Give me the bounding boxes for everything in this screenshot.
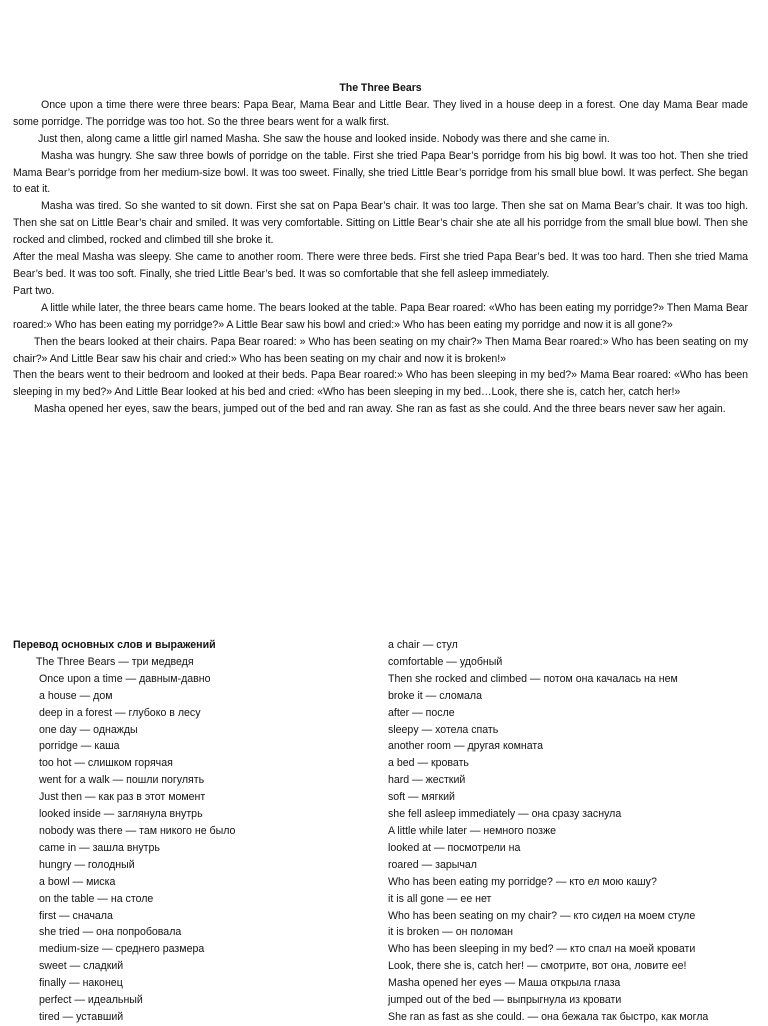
vocabulary-item: one day — однажды xyxy=(39,723,138,736)
vocabulary-item: She ran as fast as she could. — она бежала так быстро, как могла xyxy=(388,1010,709,1023)
vocabulary-list-left xyxy=(13,654,373,1026)
vocabulary-item: The Three Bears — три медведя xyxy=(36,655,194,668)
vocabulary-item: too hot — слишком горячая xyxy=(39,757,173,770)
vocabulary-column-right xyxy=(388,637,758,1026)
vocabulary-item: after — после xyxy=(388,706,455,719)
vocabulary-item: she tried — она попробовала xyxy=(39,926,182,939)
vocabulary-item: another room — другая комната xyxy=(388,740,544,753)
story-paragraph: Once upon a time there were three bears: Papa Bear, Mama Bear and Little Bear. They lived in a house deep in a forest. One day Mama Bear made some porridge. The porridge was too hot. So the three bears went for a walk first. xyxy=(13,98,748,128)
vocabulary-item: Then she rocked and climbed — потом она качалась на нем xyxy=(388,672,678,685)
vocabulary-item: sweet — сладкий xyxy=(39,960,124,973)
story-paragraph: Part two. xyxy=(13,284,55,297)
vocabulary-item: perfect — идеальный xyxy=(39,994,143,1007)
vocabulary-item: soft — мягкий xyxy=(388,791,455,804)
story-paragraph: Just then, along came a little girl named Masha. She saw the house and looked inside. Nobody was there and she came in. xyxy=(38,132,610,145)
vocabulary-item: it is broken — он поломан xyxy=(388,926,514,939)
vocabulary-list-right xyxy=(388,637,758,1026)
story-paragraph: Masha was tired. So she wanted to sit down. First she sat on Papa Bear’s chair. It was too large. Then she sat on Mama Bear’s chair. It was too high. Then she sat on Little Bear’s chair and smiled. It was very comfortable. Sitting on Little Bear’s chair she ate all his porridge from the small blue bowl. Then she rocked and climbed, rocked and climbed till she broke it. xyxy=(13,200,748,247)
vocabulary-item: looked at — посмотрели на xyxy=(388,841,521,854)
vocabulary-item: looked inside — заглянула внутрь xyxy=(39,808,203,821)
story-paragraph: After the meal Masha was sleepy. She came to another room. There were three beds. First she tried Papa Bear’s bed. It was too hard. Then she tried Mama Bear’s bed. It was too soft. Finally, she tried Little Bear’s bed. It was so comfortable that she fell asleep immediately. xyxy=(13,251,748,280)
vocabulary-item: hungry — голодный xyxy=(39,858,135,871)
vocabulary-column-left xyxy=(13,637,373,1026)
vocabulary-item: Once upon a time — давным-давно xyxy=(39,672,211,685)
story-paragraph: Then the bears looked at their chairs. Papa Bear roared: » Who has been seating on my chair?» Then Mama Bear roared:» Who has been seating on my chair?» And Little Bear saw his chair and cried:» Who has been seating on my chair and now it is broken!» xyxy=(13,335,748,365)
vocabulary-item: Who has been eating my porridge? — кто ел мою кашу? xyxy=(388,875,657,888)
vocabulary-item: Look, there she is, catch her! — смотрите, вот она, ловите ее! xyxy=(388,960,687,973)
vocabulary-item: a bowl — миска xyxy=(39,875,116,888)
vocabulary-item: finally — наконец xyxy=(39,977,123,990)
vocabulary-item: nobody was there — там никого не было xyxy=(39,824,236,837)
vocabulary-item: porridge — каша xyxy=(39,740,120,753)
vocabulary-item: deep in a forest — глубоко в лесу xyxy=(39,706,201,719)
vocabulary-item: comfortable — удобный xyxy=(388,655,503,668)
story-title: The Three Bears xyxy=(339,82,422,94)
vocabulary-item: a chair — стул xyxy=(388,639,458,651)
vocabulary-item: Who has been sleeping in my bed? — кто спал на моей кровати xyxy=(388,943,696,956)
story-paragraph: A little while later, the three bears came home. The bears looked at the table. Papa Bear roared: «Who has been eating my porridge?» Then Mama Bear roared:» Who has been eating my porridge?» A Little Bear saw his bowl and cried:» Who has been eating my porridge and now it is all gone?» xyxy=(13,301,748,331)
vocabulary-item: A little while later — немного позже xyxy=(388,824,556,837)
vocabulary-item: a bed — кровать xyxy=(388,757,469,770)
vocabulary-item: went for a walk — пошли погулять xyxy=(39,774,205,787)
vocabulary-item: Masha opened her eyes — Маша открыла глаза xyxy=(388,977,621,990)
vocabulary-item: on the table — на столе xyxy=(39,892,154,905)
story-paragraphs xyxy=(13,97,748,418)
vocabulary-item: sleepy — хотела спать xyxy=(388,723,499,736)
vocabulary-item: hard — жесткий xyxy=(388,774,466,787)
vocabulary-item: she fell asleep immediately — она сразу заснула xyxy=(388,808,622,821)
vocabulary-heading: Перевод основных слов и выражений xyxy=(13,639,216,651)
story-paragraph: Masha opened her eyes, saw the bears, jumped out of the bed and ran away. She ran as fast as she could. And the three bears never saw her again. xyxy=(34,403,726,416)
vocabulary-item: jumped out of the bed — выпрыгнула из кровати xyxy=(388,994,622,1007)
story-paragraph: Masha was hungry. She saw three bowls of porridge on the table. First she tried Papa Bear’s porridge from his big bowl. It was too hot. Then she tried Mama Bear’s porridge from her medium-size bowl. It was too sweet. Finally, she tried Little Bear’s porridge from his small blue bowl. It was perfect. She began to eat it. xyxy=(13,149,748,196)
vocabulary-item: medium-size — среднего размера xyxy=(39,943,205,956)
vocabulary-item: Who has been seating on my chair? — кто сидел на моем стуле xyxy=(388,909,696,922)
story-text xyxy=(13,80,748,418)
vocabulary-item: first — сначала xyxy=(39,909,113,922)
vocabulary-item: came in — зашла внутрь xyxy=(39,841,160,854)
vocabulary-item: a house — дом xyxy=(39,689,113,702)
vocabulary-item: tired — уставший xyxy=(39,1010,124,1023)
vocabulary-item: it is all gone — ее нет xyxy=(388,892,492,905)
vocabulary-item: Just then — как раз в этот момент xyxy=(39,791,206,804)
story-paragraph: Then the bears went to their bedroom and looked at their beds. Papa Bear roared:» Who has been sleeping in my bed?» Mama Bear roared: «Who has been sleeping in my bed?» And Little Bear looked at his bed and cried: «Who has been sleeping in my bed…Look, there she is, catch her, catch her!» xyxy=(13,369,748,399)
vocabulary-item: roared — зарычал xyxy=(388,858,477,871)
vocabulary-item: broke it — сломала xyxy=(388,689,482,702)
